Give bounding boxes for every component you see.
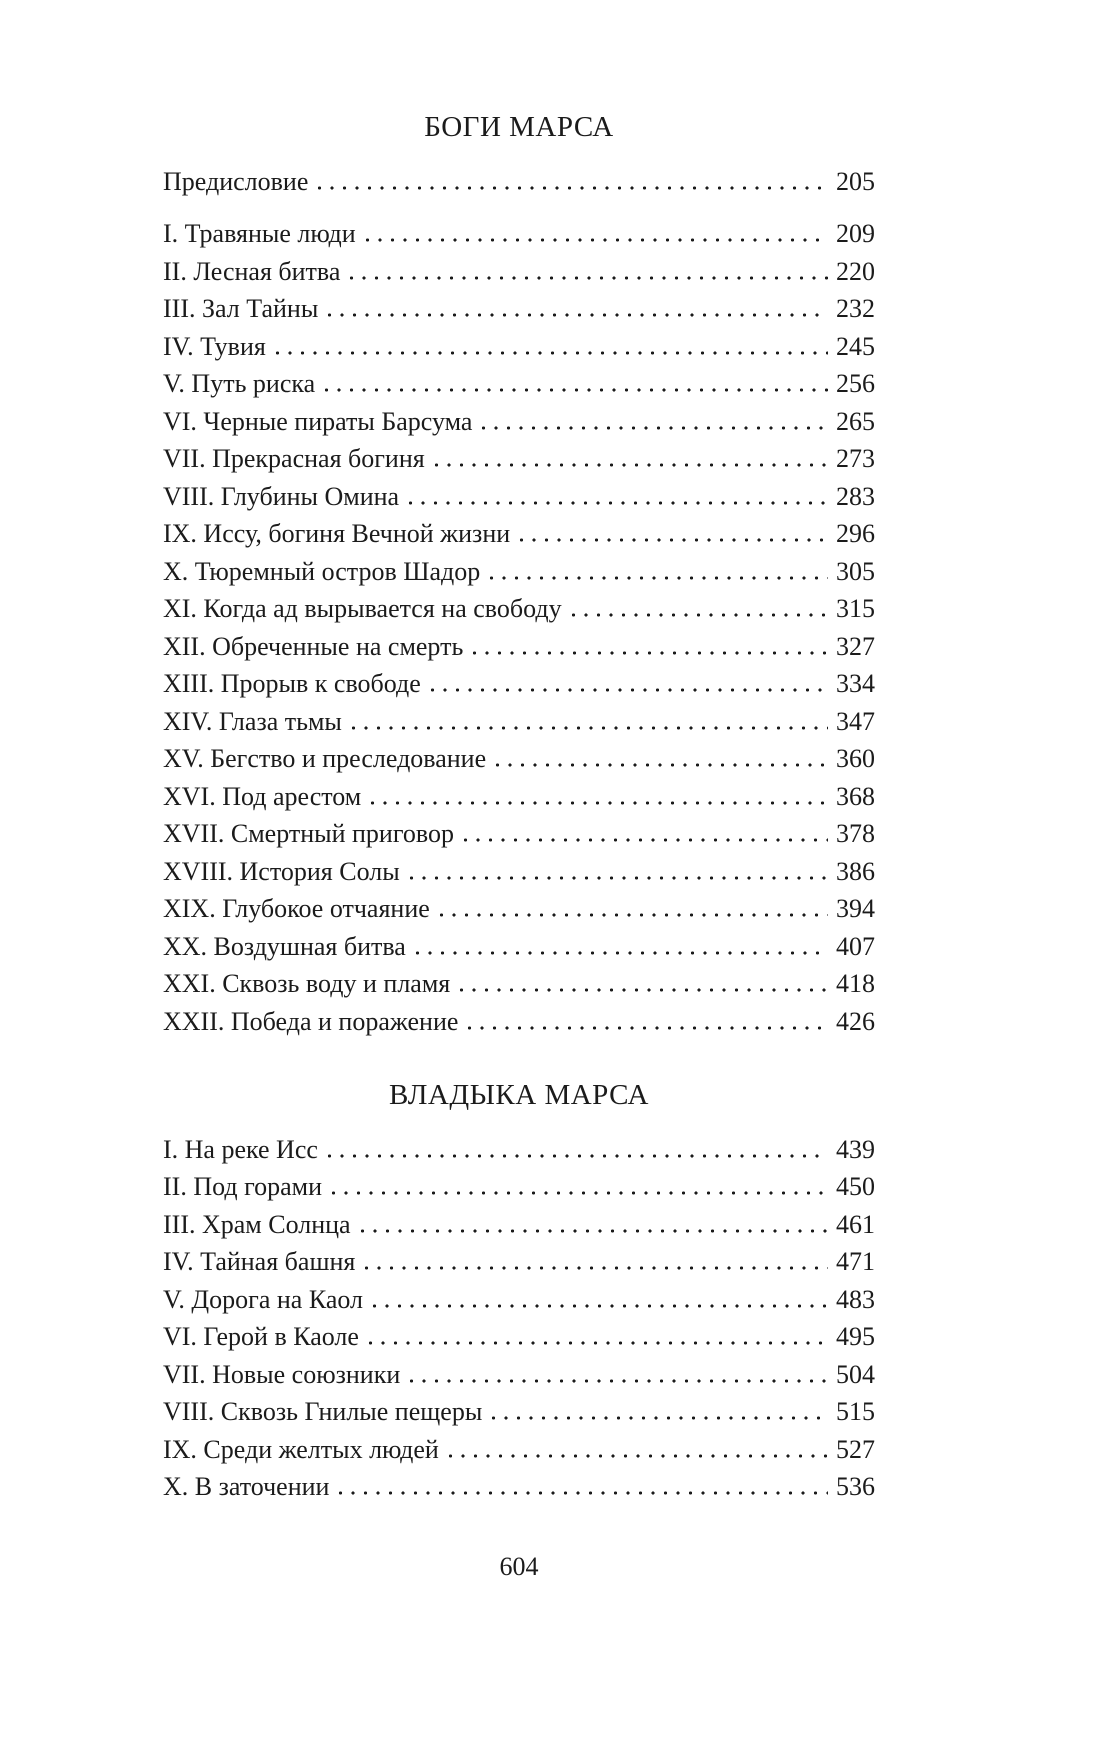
toc-entry-label: I. Травяные люди [163, 219, 356, 248]
toc-entry-page-number: 256 [836, 369, 875, 398]
dot-leader [350, 258, 828, 286]
toc-entry [163, 820, 875, 848]
dot-leader [328, 295, 828, 323]
dot-leader [410, 858, 828, 886]
toc-entry-page-number: 368 [836, 781, 875, 811]
dot-leader [366, 220, 828, 248]
toc-entry-page-number: 386 [836, 856, 875, 886]
dot-leader [449, 1436, 828, 1464]
toc-entry-page-number: 426 [836, 1006, 875, 1036]
toc-entry [163, 558, 875, 586]
toc-entry [163, 333, 875, 361]
toc-entry [163, 1173, 875, 1201]
toc-entry-page-number: 378 [836, 819, 875, 848]
dot-leader [276, 333, 828, 361]
toc-entry-page-number: 334 [836, 669, 875, 698]
dot-leader [572, 595, 828, 623]
toc-entry-label: III. Зал Тайны [163, 294, 319, 323]
toc-entry-label: I. На реке Исс [163, 1134, 318, 1164]
toc-entry-page-number: 527 [836, 1434, 875, 1464]
toc-section [163, 110, 875, 1036]
toc-sections [163, 110, 875, 1501]
toc-entry-page-number: 209 [836, 219, 875, 248]
dot-leader [468, 1008, 828, 1036]
toc-entry [163, 1473, 875, 1501]
toc-entry-page-number: 483 [836, 1284, 875, 1314]
toc-entry [163, 670, 875, 698]
toc-entry-page-number: 504 [836, 1359, 875, 1389]
toc-entry-page-number: 536 [836, 1472, 875, 1501]
toc-entry-label: XIII. Прорыв к свободе [163, 669, 421, 698]
dot-leader [482, 408, 828, 436]
toc-entry-page-number: 471 [836, 1247, 875, 1276]
toc-entry [163, 1286, 875, 1314]
dot-leader [328, 1136, 828, 1164]
toc-entry [163, 1211, 875, 1239]
toc-entry [163, 370, 875, 398]
dot-leader [416, 933, 828, 961]
toc-entry-label: IV. Тувия [163, 331, 266, 361]
toc-entry [163, 1323, 875, 1351]
toc-entry [163, 1008, 875, 1036]
toc-entry-label: III. Храм Солнца [163, 1209, 351, 1239]
toc-entry-page-number: 296 [836, 519, 875, 548]
toc-entry-page-number: 315 [836, 594, 875, 623]
toc-entry-label: XIV. Глаза тьмы [163, 706, 342, 736]
dot-leader [435, 445, 828, 473]
toc-entry [163, 595, 875, 623]
toc-entry [163, 1136, 875, 1164]
toc-entry [163, 895, 875, 923]
toc-entry-label: XVII. Смертный приговор [163, 819, 454, 848]
dot-leader [431, 670, 828, 698]
toc-entry-label: XI. Когда ад вырывается на свободу [163, 594, 562, 623]
section-title: БОГИ МАРСА [424, 111, 614, 143]
toc-entry [163, 745, 875, 773]
toc-entry-label: X. Тюремный остров Шадор [163, 556, 481, 586]
dot-leader [490, 558, 828, 586]
toc-entry [163, 258, 875, 286]
toc-entry [163, 933, 875, 961]
toc-entry-label: V. Дорога на Каол [163, 1284, 363, 1314]
toc-entry-label: II. Лесная битва [163, 256, 341, 286]
toc-entry-label: VII. Новые союзники [163, 1359, 401, 1389]
dot-leader [352, 708, 828, 736]
toc-entry-label: IX. Среди желтых людей [163, 1434, 439, 1464]
toc-entry-label: VIII. Глубины Омина [163, 481, 400, 511]
toc-entry-page-number: 407 [836, 931, 875, 961]
toc-entry [163, 220, 875, 248]
toc-entry-label: XV. Бегство и преследование [163, 744, 487, 773]
dot-leader [339, 1473, 828, 1501]
toc-entry-label: XXII. Победа и поражение [163, 1006, 459, 1036]
toc-entry-label: IV. Тайная башня [163, 1247, 356, 1276]
toc-entry [163, 1398, 875, 1426]
toc-entry [163, 483, 875, 511]
toc-entry-page-number: 461 [836, 1209, 875, 1239]
dot-leader [520, 520, 828, 548]
dot-leader [464, 820, 828, 848]
toc-entry-label: XVI. Под арестом [163, 781, 362, 811]
toc-entry-page-number: 305 [836, 556, 875, 586]
dot-leader [332, 1173, 828, 1201]
toc-entry-label: X. В заточении [163, 1472, 330, 1501]
toc-section [163, 1078, 875, 1502]
dot-leader [440, 895, 828, 923]
toc-entry-page-number: 205 [836, 167, 875, 196]
toc-entry-page-number: 360 [836, 744, 875, 773]
toc-entry-page-number: 515 [836, 1397, 875, 1426]
toc-entry-label: Предисловие [163, 167, 309, 196]
toc-entry-label: XXI. Сквозь воду и пламя [163, 969, 451, 998]
toc-entry-page-number: 265 [836, 406, 875, 436]
toc-entry [163, 858, 875, 886]
toc-entry-page-number: 439 [836, 1134, 875, 1164]
dot-leader [492, 1398, 828, 1426]
dot-leader [373, 1286, 828, 1314]
toc-entry [163, 408, 875, 436]
toc-entry-label: XIX. Глубокое отчаяние [163, 894, 430, 923]
toc-entry-page-number: 245 [836, 331, 875, 361]
dot-leader [361, 1211, 828, 1239]
toc-entry-page-number: 347 [836, 706, 875, 736]
dot-leader [496, 745, 828, 773]
toc-entry-label: VIII. Сквозь Гнилые пещеры [163, 1397, 483, 1426]
toc-entry-label: II. Под горами [163, 1172, 322, 1201]
toc-entry-label: VI. Черные пираты Барсума [163, 406, 473, 436]
toc-entry-page-number: 283 [836, 481, 875, 511]
toc-entry [163, 520, 875, 548]
toc-entry [163, 708, 875, 736]
toc-entry [163, 1361, 875, 1389]
toc-entry-page-number: 232 [836, 294, 875, 323]
dot-leader [410, 1361, 828, 1389]
dot-leader [460, 970, 828, 998]
page-number: 604 [499, 1552, 539, 1581]
toc-entry-label: XII. Обреченные на смерть [163, 631, 464, 661]
toc-entry-label: XX. Воздушная битва [163, 931, 406, 961]
toc-entry-page-number: 450 [836, 1172, 875, 1201]
toc-entry-page-number: 273 [836, 444, 875, 473]
toc-entry [163, 168, 875, 196]
toc-entry-page-number: 394 [836, 894, 875, 923]
toc-entry-page-number: 220 [836, 256, 875, 286]
table-of-contents [163, 110, 875, 1511]
dot-leader [365, 1248, 828, 1276]
toc-entry-label: VII. Прекрасная богиня [163, 444, 425, 473]
dot-leader [371, 783, 828, 811]
toc-entry [163, 295, 875, 323]
dot-leader [409, 483, 828, 511]
toc-entry [163, 1436, 875, 1464]
toc-entry-label: IX. Иссу, богиня Вечной жизни [163, 519, 511, 548]
dot-leader [473, 633, 828, 661]
dot-leader [325, 370, 828, 398]
toc-entry-label: VI. Герой в Каоле [163, 1322, 359, 1351]
dot-leader [369, 1323, 828, 1351]
toc-entry [163, 783, 875, 811]
toc-entry-page-number: 495 [836, 1322, 875, 1351]
toc-entry-page-number: 418 [836, 969, 875, 998]
section-title: ВЛАДЫКА МАРСА [388, 1078, 649, 1111]
toc-entry [163, 445, 875, 473]
dot-leader [318, 168, 828, 196]
toc-entry-page-number: 327 [836, 631, 875, 661]
toc-entry [163, 970, 875, 998]
toc-entry [163, 633, 875, 661]
toc-entry-label: XVIII. История Солы [163, 856, 400, 886]
toc-entry-label: V. Путь риска [163, 369, 316, 398]
toc-entry [163, 1248, 875, 1276]
